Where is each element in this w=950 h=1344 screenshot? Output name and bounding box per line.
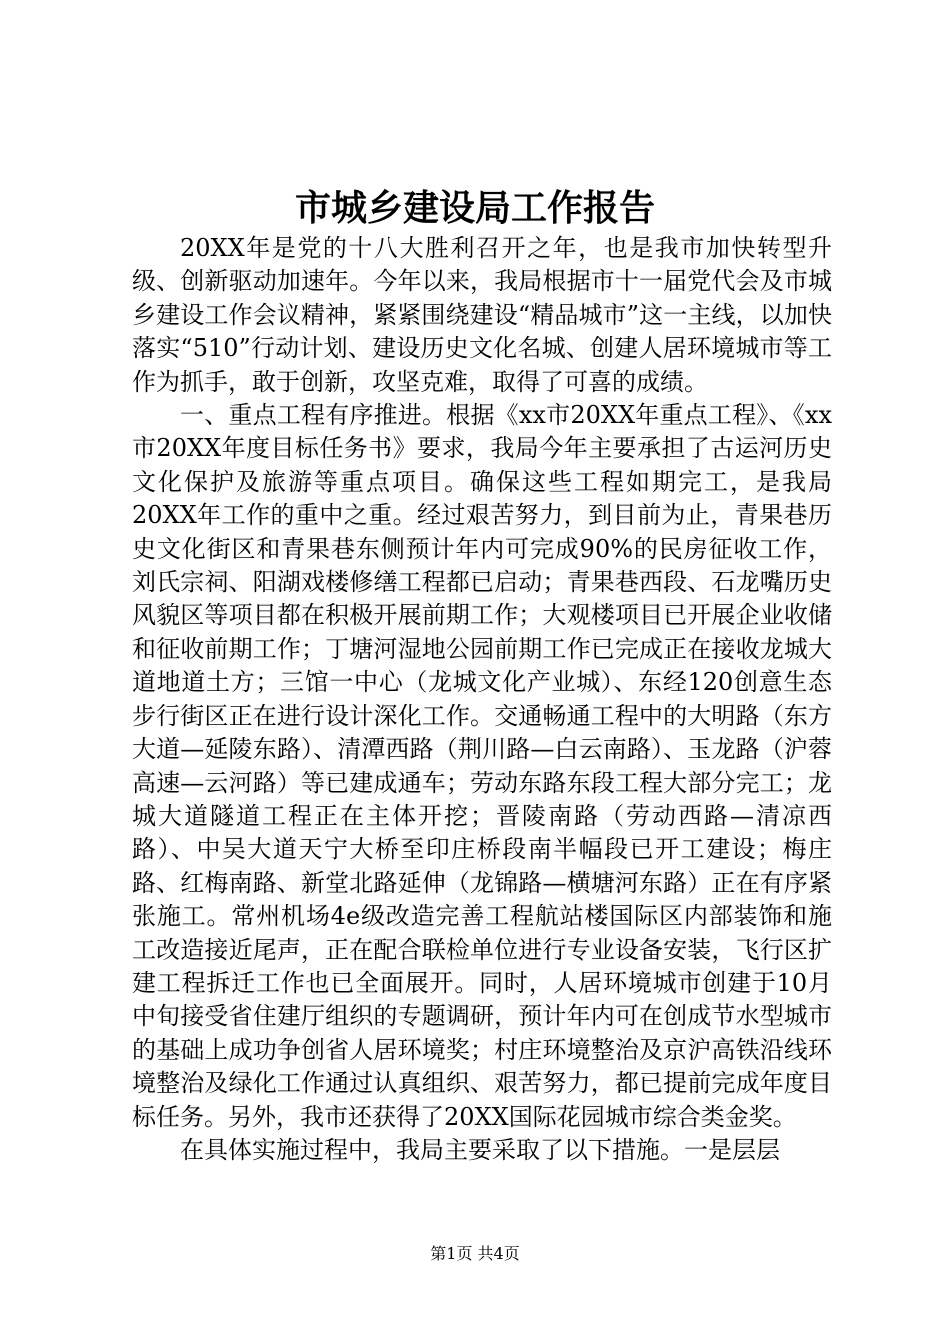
paragraph-intro: 20XX年是党的十八大胜利召开之年，也是我市加快转型升级、创新驱动加速年。今年以来，我局根据市十一届党代会及市城乡建设工作会议精神，紧紧围绕建设“精品城市”这一主线，以加快落实“510”行动计划、建设历史文化名城、创建人居环境城市等工作为抓手，敢于创新，攻坚克难，取得了可喜的成绩。	[132, 234, 832, 396]
paragraph-measures: 在具体实施过程中，我局主要采取了以下措施。一是层层	[180, 1135, 780, 1164]
document-body	[132, 232, 832, 1167]
document-title: 市城乡建设局工作报告	[294, 187, 655, 229]
paragraph-key-projects: 一、重点工程有序推进。根据《xx市20XX年重点工程》、《xx市20XX年度目标任务书》要求，我局今年主要承担了古运河历史文化保护及旅游等重点项目。确保这些工程如期完工，是我局20XX年工作的重中之重。经过艰苦努力，到目前为止，青果巷历史文化街区和青果巷东侧预计年内可完成90%的民房征收工作，刘氏宗祠、阳湖戏楼修缮工程都已启动；青果巷西段、石龙嘴历史风貌区等项目都在积极开展前期工作；大观楼项目已开展企业收储和征收前期工作；丁塘河湿地公园前期工作已完成正在接收龙城大道地道土方；三馆一中心（龙城文化产业城）、东经120创意生态步行街区正在进行设计深化工作。交通畅通工程中的大明路（东方大道—延陵东路）、清潭西路（荆川路—白云南路）、玉龙路（沪蓉高速—云河路）等已建成通车；劳动东路东段工程大部分完工；龙城大道隧道工程正在主体开挖；晋陵南路（劳动西路—清凉西路）、中吴大道天宁大桥至印庄桥段南半幅段已开工建设；梅庄路、红梅南路、新堂北路延伸（龙锦路—横塘河东路）正在有序紧张施工。常州机场4e级改造完善工程航站楼国际区内部装饰和施工改造接近尾声，正在配合联检单位进行专业设备安装，飞行区扩建工程拆迁工作也已全面展开。同时，人居环境城市创建于10月中旬接受省住建厅组织的专题调研，预计年内可在创成节水型城市的基础上成功争创省人居环境奖；村庄环境整治及京沪高铁沿线环境整治及绿化工作通过认真组织、艰苦努力，都已提前完成年度目标任务。另外，我市还获得了20XX国际花园城市综合类金奖。	[132, 401, 832, 1131]
page-footer: 第1页 共4页	[430, 1244, 520, 1263]
